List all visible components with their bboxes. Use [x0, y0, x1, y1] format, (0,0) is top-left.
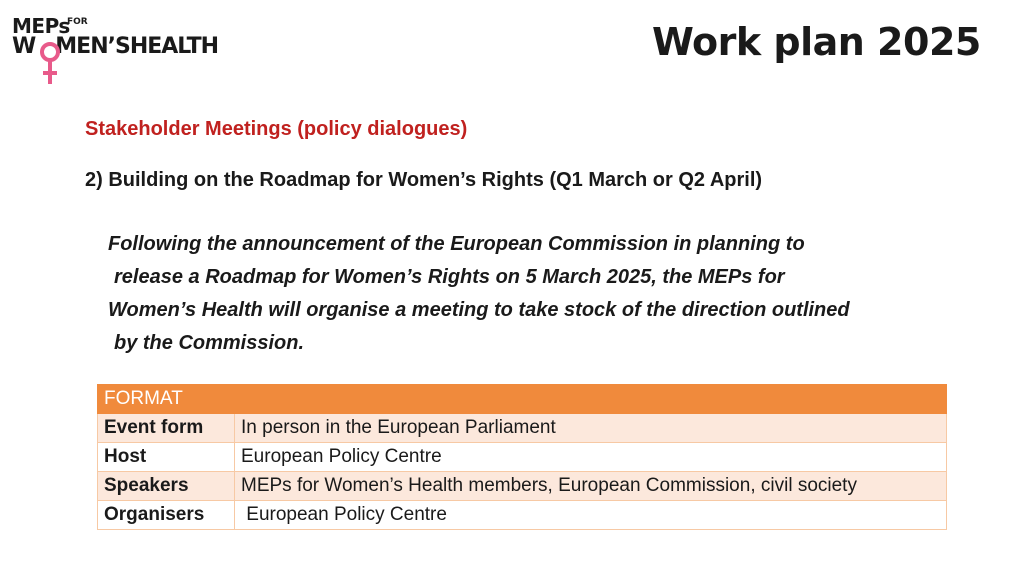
- row-value: European Policy Centre: [235, 443, 947, 472]
- body-line: Women’s Health will organise a meeting to take stock of the direction outlined: [108, 299, 850, 321]
- row-value: European Policy Centre: [235, 501, 947, 530]
- logo-for-text: FOR: [67, 17, 88, 27]
- table-header-row: [98, 385, 947, 414]
- row-label: Event form: [98, 414, 235, 443]
- table-header-cell-empty: [235, 385, 947, 414]
- table-row: [98, 414, 947, 443]
- section-heading: Stakeholder Meetings (policy dialogues): [85, 118, 468, 140]
- logo-health-text: HEALTH: [129, 34, 219, 59]
- body-paragraph: [108, 228, 968, 360]
- row-label: Host: [98, 443, 235, 472]
- table-row: [98, 501, 947, 530]
- meps-logo: [12, 14, 222, 74]
- logo-mens-text: MEN’S: [55, 34, 130, 59]
- venus-symbol-icon: [39, 40, 61, 86]
- slide-title: Work plan 2025: [652, 20, 981, 64]
- body-line: release a Roadmap for Women’s Rights on 5 March 2025, the MEPs for: [114, 266, 785, 288]
- item-heading: 2) Building on the Roadmap for Women’s Rights (Q1 March or Q2 April): [85, 169, 763, 191]
- body-line: Following the announcement of the European Commission in planning to: [108, 233, 805, 255]
- table-row: [98, 472, 947, 501]
- logo-w-text: W: [12, 34, 36, 59]
- table-header-cell: FORMAT: [98, 385, 235, 414]
- logo-meps-text: MEPs: [12, 14, 70, 38]
- row-value: In person in the European Parliament: [235, 414, 947, 443]
- body-line: by the Commission.: [114, 332, 305, 354]
- format-table: [97, 384, 947, 530]
- row-label: Speakers: [98, 472, 235, 501]
- row-label: Organisers: [98, 501, 235, 530]
- row-value: MEPs for Women’s Health members, European Commission, civil society: [235, 472, 947, 501]
- table-row: [98, 443, 947, 472]
